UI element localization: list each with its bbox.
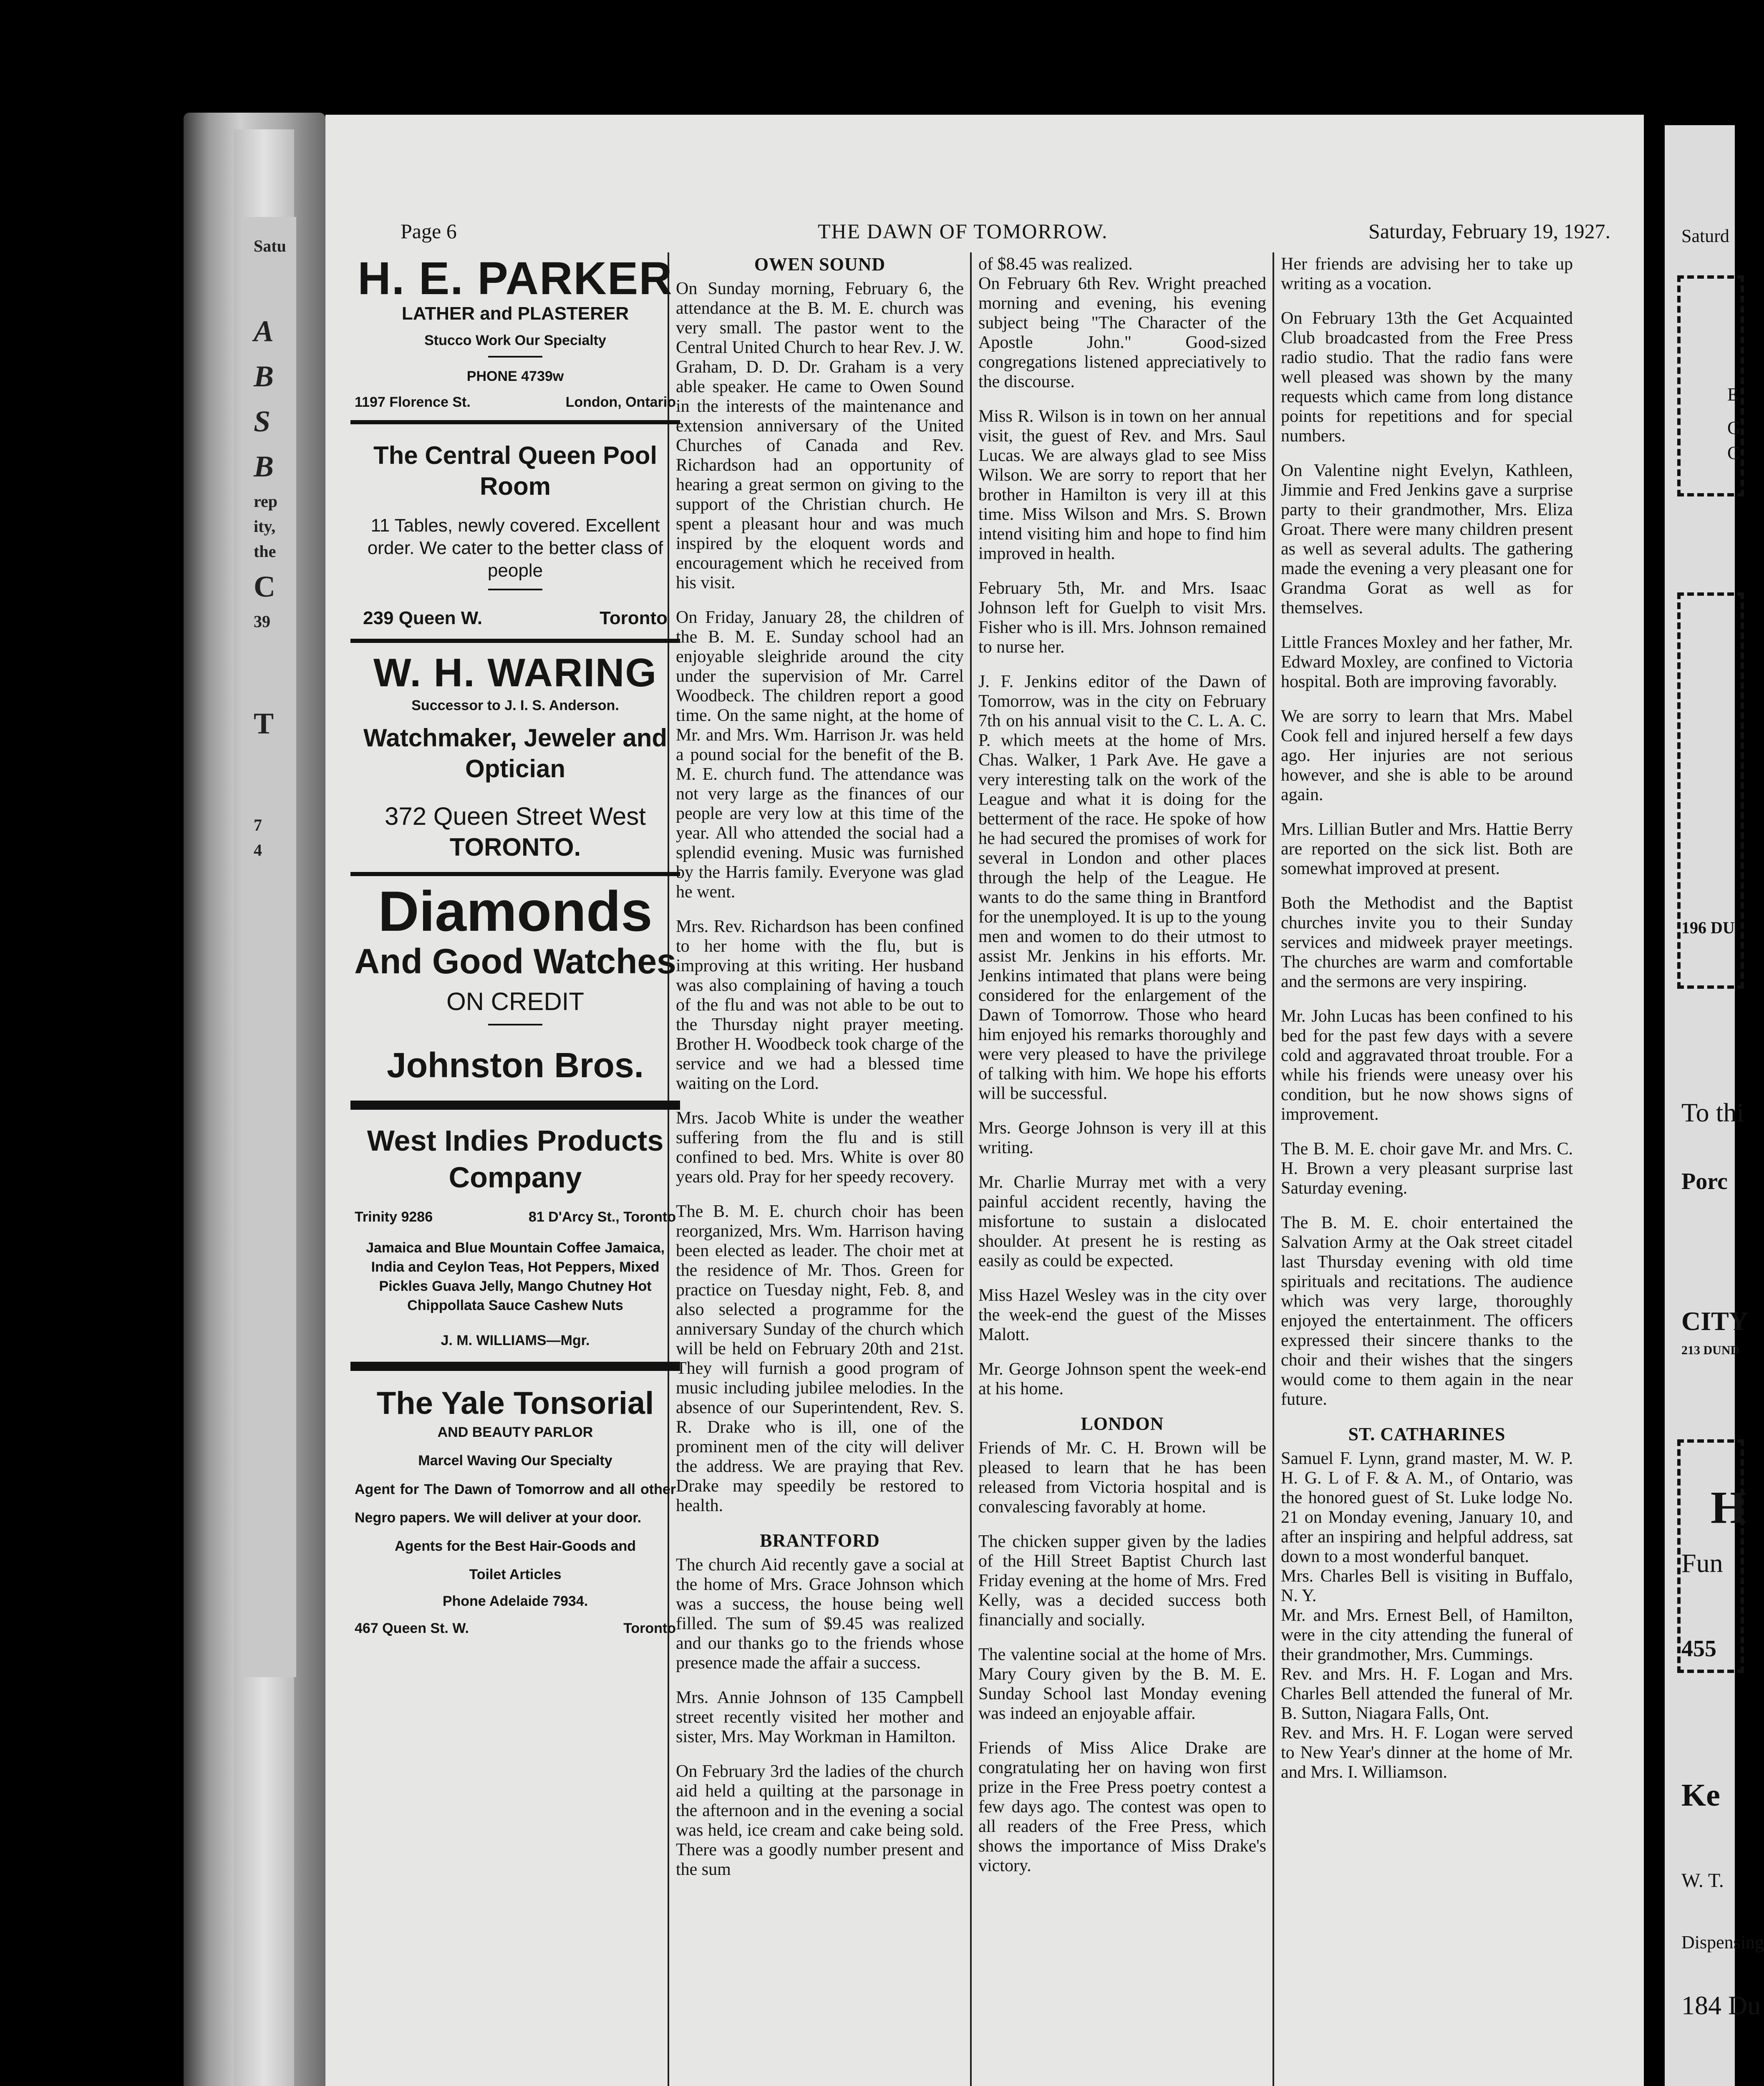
prev-page-text: A <box>254 315 274 348</box>
ad-diamonds <box>350 879 680 1088</box>
newspaper-page <box>325 115 1644 2086</box>
ad-text: 11 Tables, newly covered. Excellent order. We cater to the better class of people <box>367 515 663 581</box>
ad-text: 467 Queen St. W. <box>355 1620 469 1636</box>
ad-pool-room <box>350 430 680 630</box>
ad-text: Stucco Work Our Specialty <box>424 333 606 348</box>
ad-text: 239 Queen W. <box>363 608 483 628</box>
ad-text: ON CREDIT <box>446 988 584 1015</box>
ad-text: Watchmaker, Jeweler and Optician <box>363 724 668 783</box>
divider <box>350 1101 680 1110</box>
next-page-text: Porc <box>1681 1169 1728 1194</box>
next-page-text: Saturd <box>1681 226 1729 246</box>
article-paragraph: Miss R. Wilson is in town on her annual visit, the guest of Rev. and Mrs. Saul Lucas. We are always glad to see Miss Wilson. We are sorry to report that her brother in Hamilton is very ill at this time. Miss Wilson and Mrs. S. Brown intend visiting him and hope to find him improved in health. <box>978 407 1266 563</box>
column-rule <box>970 252 972 2086</box>
divider <box>350 420 680 424</box>
section-heading: OWEN SOUND <box>754 254 886 275</box>
prev-page-text: rep <box>254 492 278 511</box>
article-column-1 <box>676 254 964 1895</box>
article-column-2 <box>978 254 1266 1891</box>
ad-parker <box>350 254 680 411</box>
article-paragraph: On February 3rd the ladies of the church aid held a quilting at the parsonage in the afternoon and in the evening a social was held, ice cream and cake being sold. There was a goodly number present and the sum <box>676 1762 964 1879</box>
ad-text: Agents for the Best Hair-Goods and Toilet Articles <box>394 1538 636 1582</box>
divider <box>488 1024 542 1025</box>
article-paragraph: The church Aid recently gave a social at the home of Mrs. Grace Johnson which was a success, the house being well filled. The sum of $9.45 was realized and our thanks go to the friends whose presence made the affair a success. <box>676 1555 964 1673</box>
article-paragraph: February 5th, Mr. and Mrs. Isaac Johnson left for Guelph to visit Mrs. Fisher who is ill. Mrs. Johnson remained to nurse her. <box>978 579 1266 657</box>
ad-text: Toronto <box>600 608 668 628</box>
prev-page-text: C <box>254 570 275 603</box>
article-paragraph: On Valentine night Evelyn, Kathleen, Jimmie and Fred Jenkins gave a surprise party to their grandmother, Mrs. Eliza Groat. There were many children present as well as several adults. The gathering made the evening a very pleasant one for Grandma Gorat as well as for themselves. <box>1281 461 1573 617</box>
ad-text: 81 D'Arcy St., Toronto <box>528 1209 676 1225</box>
article-paragraph: On February 13th the Get Acquainted Club broadcasted from the Free Press radio studio. That the radio fans were well pleased was shown by the many requests which came from long distance points for repetitions and for special numbers. <box>1281 309 1573 446</box>
article-paragraph: The B. M. E. church choir has been reorganized, Mrs. Wm. Harrison having been elected as leader. The choir met at the residence of Mr. Thos. Green for practice on Tuesday night, Feb. 8, and also selected a programme for the anniversary Sunday of the church which will be held on February 20th and 21st. They will furnish a good program of music including jubilee melodies. In the absence of our Superintendent, Rev. S. R. Drake who is ill, one of the prominent men of the city will deliver the address. We are praying that Rev. Drake may speedily be restored to health. <box>676 1202 964 1515</box>
article-paragraph: Mr. and Mrs. Ernest Bell, of Hamilton, were in the city attending the funeral of their grandmother, Mrs. Cummings. <box>1281 1606 1573 1664</box>
masthead: THE DAWN OF TOMORROW. <box>818 219 1108 243</box>
ad-text: Trinity 9286 <box>355 1209 433 1225</box>
article-paragraph: We are sorry to learn that Mrs. Mabel Cook fell and injured herself a few days ago. Her injuries are not serious however, and she is able to be around again. <box>1281 707 1573 804</box>
prev-page-text: S <box>254 405 271 438</box>
article-paragraph: On Sunday morning, February 6, the attendance at the B. M. E. church was very small. The pastor went to the Central United Church to hear Rev. J. W. Graham, D. D. Dr. Graham is a very able speaker. He came to Owen Sound in the interests of the maintenance and extension anniversary of the United Churches of Canada and Rev. Richardson had an opportunity of hearing a great sermon on giving to the support of the Christian church. He spent a pleasant hour and was much inspired by the eloquent words and encouragement which he received from his visit. <box>676 279 964 592</box>
divider <box>350 1362 680 1371</box>
article-paragraph: Mrs. Charles Bell is visiting in Buffalo, N. Y. <box>1281 1567 1573 1605</box>
article-paragraph: Mr. George Johnson spent the week-end at his home. <box>978 1360 1266 1398</box>
prev-page-text: ity, <box>254 517 276 536</box>
next-page-text: G <box>1727 418 1741 438</box>
issue-date: Saturday, February 19, 1927. <box>1368 219 1610 243</box>
next-page-text: To thi <box>1681 1098 1744 1127</box>
ad-text: Jamaica and Blue Mountain Coffee Jamaica, India and Ceylon Teas, Hot Peppers, Mixed Pickles Guava Jelly, Mango Chutney Hot Chippollata Sauce Cashew Nuts <box>365 1240 665 1313</box>
ad-waring <box>350 649 680 863</box>
ad-text: Phone Adelaide 7934. <box>442 1593 588 1609</box>
ad-text: TORONTO. <box>449 833 581 861</box>
prev-page-text: B <box>254 450 274 483</box>
ad-yale-tonsorial <box>350 1383 680 1637</box>
section-heading: ST. CATHARINES <box>1348 1424 1506 1444</box>
ad-text: 372 Queen Street West <box>385 802 646 830</box>
page-header <box>401 211 1610 248</box>
prev-page-text: 39 <box>254 612 270 631</box>
ad-text: PHONE 4739w <box>466 368 564 384</box>
article-paragraph: Friends of Mr. C. H. Brown will be pleased to learn that he has been released from Victoria hospital and is convalescing favorably at home. <box>978 1439 1266 1517</box>
next-page-edge <box>1665 125 1764 2086</box>
article-paragraph: On Friday, January 28, the children of the B. M. E. Sunday school had an enjoyable sleighride around the city under the supervision of Mr. Carrel Woodbeck. The children report a good time. On the same night, at the home of Mr. and Mrs. Wm. Harrison Jr. was held a pound social for the benefit of the B. M. E. church fund. The attendance was not very large as the finances of our people are very low at this time of the year. All who attended the social had a splendid evening. Music was furnished by the Harris family. Everyone was glad he went. <box>676 608 964 902</box>
article-paragraph: Miss Hazel Wesley was in the city over the week-end the guest of the Misses Malott. <box>978 1286 1266 1344</box>
article-paragraph: The B. M. E. choir entertained the Salvation Army at the Oak street citadel last Thursday evening with old time spirituals and recitations. The audience which was very large, thoroughly enjoyed the entertainment. The officers expressed their sincere thanks to the choir and their wishes that the singers would come to them again in the near future. <box>1281 1213 1573 1409</box>
divider <box>488 589 542 590</box>
next-page-text: 455 <box>1681 1636 1716 1662</box>
next-page-text: CITY <box>1681 1306 1749 1336</box>
next-page-text: Dispensing <box>1681 1932 1764 1952</box>
article-paragraph: Rev. and Mrs. H. F. Logan and Mrs. Charles Bell attended the funeral of Mr. B. Sutton, Niagara Falls, Ont. <box>1281 1665 1573 1723</box>
next-page-text: W. T. <box>1681 1869 1724 1892</box>
ad-text: Toronto <box>623 1620 676 1636</box>
next-page-text: 196 DU <box>1681 918 1735 937</box>
ad-title: Diamonds <box>378 879 653 943</box>
article-paragraph: Little Frances Moxley and her father, Mr. Edward Moxley, are confined to Victoria hospital. Both are improving favorably. <box>1281 633 1573 691</box>
article-paragraph: Mrs. Annie Johnson of 135 Campbell street recently visited her mother and sister, Mrs. May Workman in Hamilton. <box>676 1688 964 1746</box>
ad-text: LATHER and PLASTERER <box>401 303 629 324</box>
prev-page-text: B <box>254 360 274 393</box>
column-rule <box>1273 252 1274 2086</box>
next-page-text: Ke <box>1681 1778 1720 1813</box>
article-paragraph: Mrs. Lillian Butler and Mrs. Hattie Berry are reported on the sick list. Both are somewhat improved at present. <box>1281 820 1573 878</box>
next-page-text: Fun <box>1681 1548 1723 1578</box>
article-paragraph: Both the Methodist and the Baptist churches invite you to their Sunday services and midweek prayer meetings. The churches are warm and comfortable and the sermons are very inspiring. <box>1281 894 1573 991</box>
divider <box>350 639 680 643</box>
next-page-text: 213 DUND <box>1681 1343 1740 1357</box>
article-paragraph: On February 6th Rev. Wright preached morning and evening, his evening subject being "The Character of the Apostle John." Good-sized congregations listened appreciatively to the discourse. <box>978 274 1266 391</box>
next-page-text: E <box>1727 384 1739 405</box>
ad-text: Agent for The Dawn of Tomorrow and all other Negro papers. We will deliver at your door. <box>355 1481 676 1526</box>
article-paragraph: Mrs. Rev. Richardson has been confined to her home with the flu, but is improving at this writing. Her husband was also complaining of having a touch of the flu and was not able to be out to the Thursday night prayer meeting. Brother H. Woodbeck took charge of the service and we had a blessed time waiting on the Lord. <box>676 917 964 1093</box>
previous-page-edge <box>242 217 296 1677</box>
divider <box>488 356 542 358</box>
page-number: Page 6 <box>401 219 457 243</box>
article-column-3 <box>1281 254 1573 1797</box>
next-page-text: 184 Du <box>1681 1990 1761 2020</box>
ad-text: And Good Watches <box>354 942 676 981</box>
ad-west-indies <box>350 1122 680 1349</box>
article-paragraph: Rev. and Mrs. H. F. Logan were served to New Year's dinner at the home of Mr. and Mrs. I. Williamson. <box>1281 1723 1573 1782</box>
article-paragraph: Mrs. George Johnson is very ill at this writing. <box>978 1119 1266 1157</box>
article-paragraph: The B. M. E. choir gave Mr. and Mrs. C. H. Brown a very pleasant surprise last Saturday evening. <box>1281 1139 1573 1198</box>
ad-text: AND BEAUTY PARLOR <box>437 1424 593 1440</box>
article-paragraph: J. F. Jenkins editor of the Dawn of Tomorrow, was in the city on February 7th on his annual visit to the C. L. A. C. P. which meets at the home of Mrs. Chas. Walker, 1 Park Ave. He gave a very interesting talk on the work of the League and what it is doing for the betterment of the race. He spoke of how he had secured the promises of work for several in London and other places through the help of the League. He wants to do the same thing in Brantford for the unemployed. It is up to the young men and women to do their utmost to assist Mr. Jenkins in his efforts. Mr. Jenkins intimated that plans were being considered for the enlargement of the Dawn of Tomorrow. Those who heard him enjoyed his remarks thoroughly and were very pleased to have the privilege of talking with him. We hope his efforts will be successful. <box>978 672 1266 1103</box>
ad-title: The Central Queen Pool Room <box>373 441 658 500</box>
ad-title: W. H. WARING <box>373 650 657 695</box>
ad-text: Marcel Waving Our Specialty <box>418 1453 612 1469</box>
article-paragraph: The chicken supper given by the ladies of the Hill Street Baptist Church last Friday evening at the home of Mrs. Fred Kelly, was a decided success both financially and socially. <box>978 1532 1266 1630</box>
article-paragraph: Mr. John Lucas has been confined to his bed for the past few days with a severe cold and aggravated throat trouble. For a while his friends were uneasy over his condition, but he now shows signs of improvement. <box>1281 1007 1573 1124</box>
ad-text: London, Ontario <box>565 394 676 410</box>
prev-page-text: 7 <box>254 816 262 834</box>
divider <box>350 872 680 876</box>
article-paragraph: Mrs. Jacob White is under the weather suffering from the flu and is still confined to bed. Mrs. White is over 80 years old. Pray for her speedy recovery. <box>676 1109 964 1187</box>
next-page-text: H <box>1711 1482 1746 1533</box>
prev-page-text: the <box>254 542 276 561</box>
ad-title: West Indies Products Company <box>367 1124 664 1194</box>
article-paragraph: The valentine social at the home of Mrs. Mary Coury given by the B. M. E. Sunday School last Monday evening was indeed an enjoyable affair. <box>978 1645 1266 1723</box>
article-paragraph: Friends of Miss Alice Drake are congratulating her on having won first prize in the Free Press poetry contest a few days ago. The contest was open to all readers of the Free Press, which shows the importance of Miss Drake's victory. <box>978 1738 1266 1875</box>
ad-text: 1197 Florence St. <box>355 394 471 410</box>
ad-text: J. M. WILLIAMS—Mgr. <box>441 1333 590 1348</box>
ad-text: Successor to J. I. S. Anderson. <box>411 698 619 713</box>
section-heading: LONDON <box>1081 1413 1164 1434</box>
article-paragraph: Samuel F. Lynn, grand master, M. W. P. H. G. L of F. & A. M., of Ontario, was the honored guest of St. Luke lodge No. 21 on Monday evening, January 10, and after an inspiring and helpful address, sat down to a most wonderful banquet. <box>1281 1449 1573 1566</box>
next-page-text: C <box>1727 443 1740 463</box>
article-paragraph: Her friends are advising her to take up writing as a vocation. <box>1281 254 1573 293</box>
advertisement-column <box>350 254 680 1646</box>
ad-title: The Yale Tonsorial <box>376 1386 654 1421</box>
prev-page-text: 4 <box>254 841 262 859</box>
ad-title: H. E. PARKER <box>358 253 673 304</box>
section-heading: BRANTFORD <box>760 1530 880 1551</box>
article-paragraph: of $8.45 was realized. <box>978 254 1133 274</box>
prev-page-text: Satu <box>254 237 286 255</box>
prev-page-text: T <box>254 707 274 740</box>
ad-title: Johnston Bros. <box>386 1046 644 1085</box>
article-paragraph: Mr. Charlie Murray met with a very painful accident recently, having the misfortune to sustain a dislocated shoulder. At present he is resting as easily as could be expected. <box>978 1173 1266 1270</box>
